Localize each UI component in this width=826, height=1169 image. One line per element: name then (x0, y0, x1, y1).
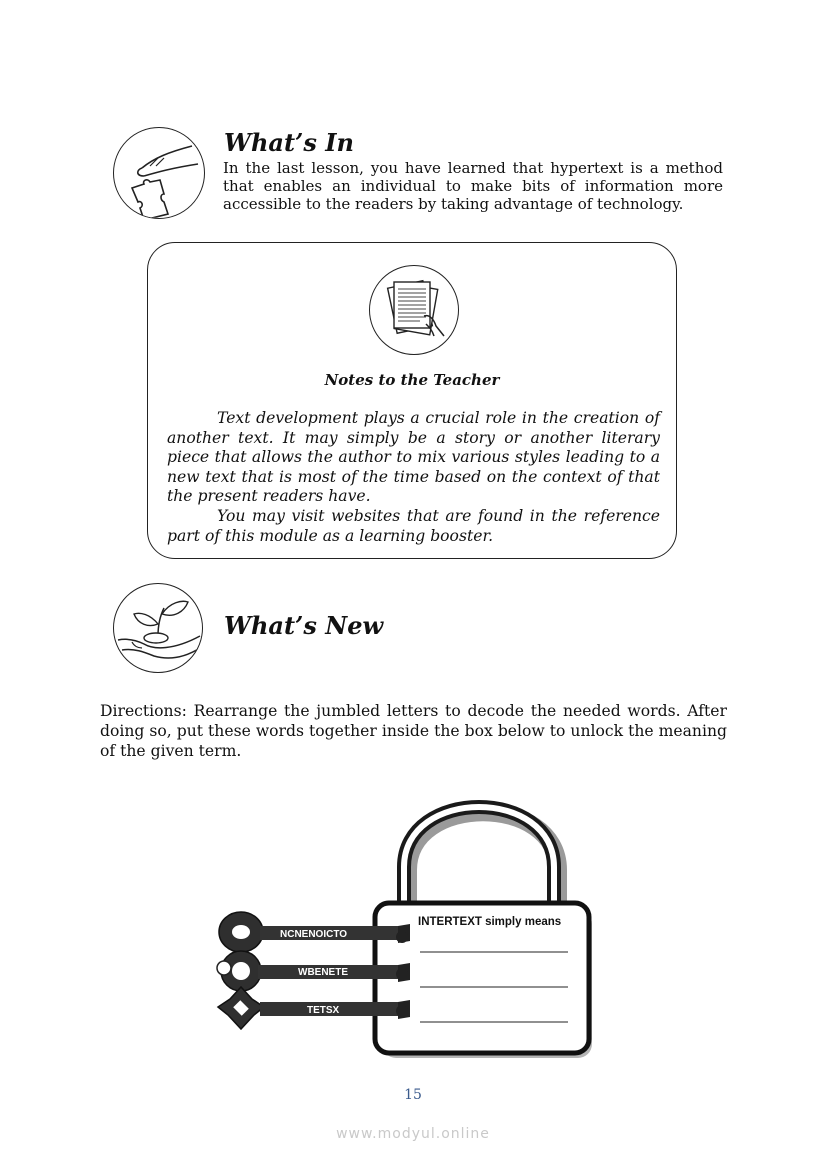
notes-box (147, 242, 677, 559)
directions-text: Directions: Rearrange the jumbled letters to decode the needed words. After doing so, put these words together inside the box below to unlock the meaning of the given term. (100, 702, 727, 760)
key-3-label: TETSX (307, 1005, 340, 1016)
notes-title: Notes to the Teacher (324, 371, 500, 389)
seedling-hands-icon (113, 583, 203, 673)
notes-paragraph-1: Text development plays a crucial role in the creation of another text. It may simply be a story or another literary piece that allows the author to mix various styles leading to a new text that is most of the time based on the context of that the present readers have. (167, 409, 660, 506)
papers-hand-icon (369, 265, 459, 355)
notes-body (167, 409, 660, 546)
key-1-label: NCNENOICTO (280, 929, 348, 940)
lock-label (418, 916, 561, 928)
notes-paragraph-2: You may visit websites that are found in the reference part of this module as a learning booster. (167, 506, 660, 545)
lock-label-rest: simply means (485, 916, 562, 928)
puzzle-hand-icon (113, 127, 205, 219)
watermark: www.modyul.online (336, 1126, 490, 1142)
lock-label-term: INTERTEXT (418, 916, 482, 928)
whats-in-title: What’s In (224, 128, 354, 157)
whats-in-text: In the last lesson, you have learned that hypertext is a method that enables an individual to make bits of information more accessible to the readers by taking advantage of technology. (223, 159, 723, 213)
whats-new-title: What’s New (224, 611, 384, 640)
lock-and-keys-illustration (210, 775, 610, 1065)
page-number: 15 (404, 1087, 422, 1103)
key-2-label: WBENETE (298, 967, 348, 978)
